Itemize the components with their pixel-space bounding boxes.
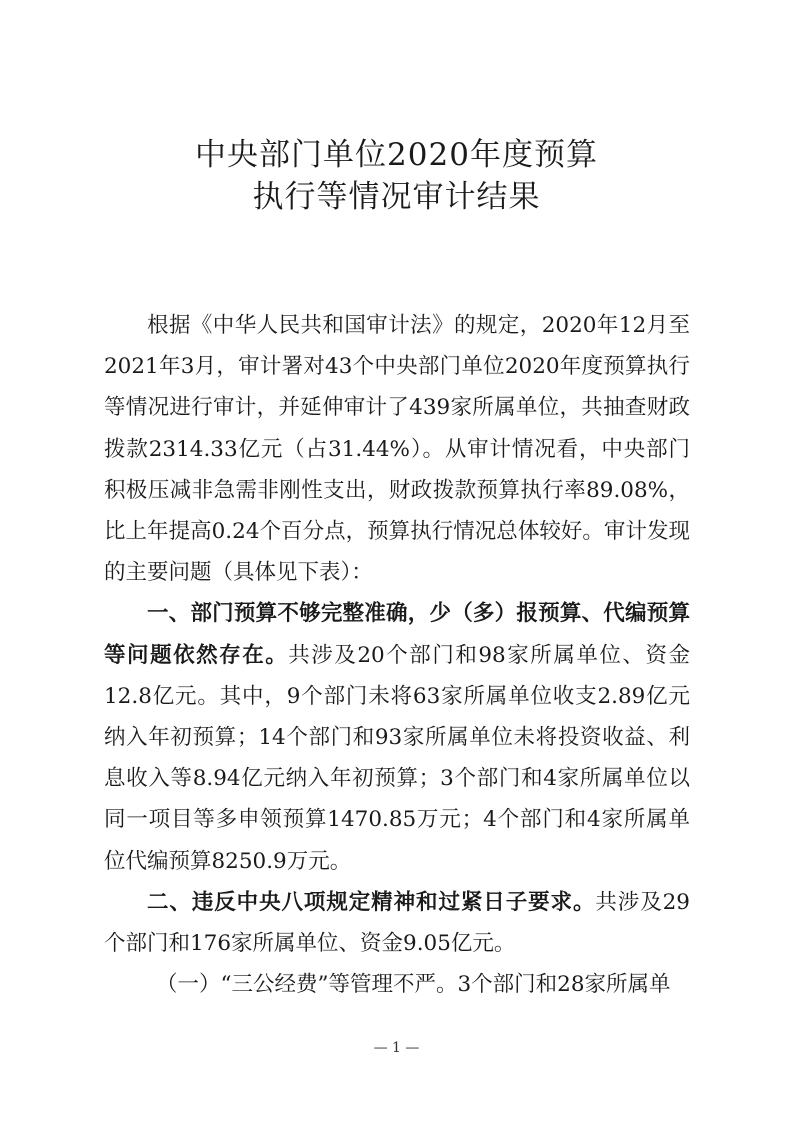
section-2-body: 共涉及29个部门和176家所属单位、资金9.05亿元。 bbox=[104, 889, 690, 957]
paragraph-section-2 bbox=[104, 882, 690, 964]
section-1-body: 共涉及20个部门和98家所属单位、资金12.8亿元。其中，9个部门未将63家所属单位收支2.89亿元纳入年初预算；14个部门和93家所属单位未将投资收益、利息收入等8.94亿元纳入年初预算；3个部门和4家所属单位以同一项目等多申领预算1470.85万元；4个部门和4家所属单位代编预算8250.9万元。 bbox=[104, 642, 690, 874]
page-number: — 1 — bbox=[373, 1040, 420, 1056]
section-2-heading: 二、违反中央八项规定精神和过紧日子要求。 bbox=[147, 889, 596, 915]
document-title-line-1: 中央部门单位2020年度预算 bbox=[195, 137, 598, 173]
section-1-heading: 一、部门预算不够完整准确，少（多）报预算、代编预算等问题依然存在。 bbox=[104, 601, 690, 668]
subsection-1-body: 3个部门和28家所属单 bbox=[457, 972, 671, 998]
subsection-1-heading: （一）“三公经费”等管理不严。 bbox=[156, 972, 458, 998]
paragraph-section-1 bbox=[104, 593, 690, 881]
paragraph-intro: 根据《中华人民共和国审计法》的规定，2020年12月至2021年3月，审计署对43个中央部门单位2020年度预算执行等情况进行审计，并延伸审计了439家所属单位，共抽查财政拨款2314.33亿元（占31.44%）。从审计情况看，中央部门积极压减非急需非刚性支出，财政拨款预算执行率89.08%，比上年提高0.24个百分点，预算执行情况总体较好。审计发现的主要问题（具体见下表）： bbox=[104, 313, 690, 586]
document-title-line-2: 执行等情况审计结果 bbox=[252, 179, 541, 215]
document-body bbox=[104, 305, 690, 1005]
paragraph-subsection-1 bbox=[104, 964, 690, 1005]
